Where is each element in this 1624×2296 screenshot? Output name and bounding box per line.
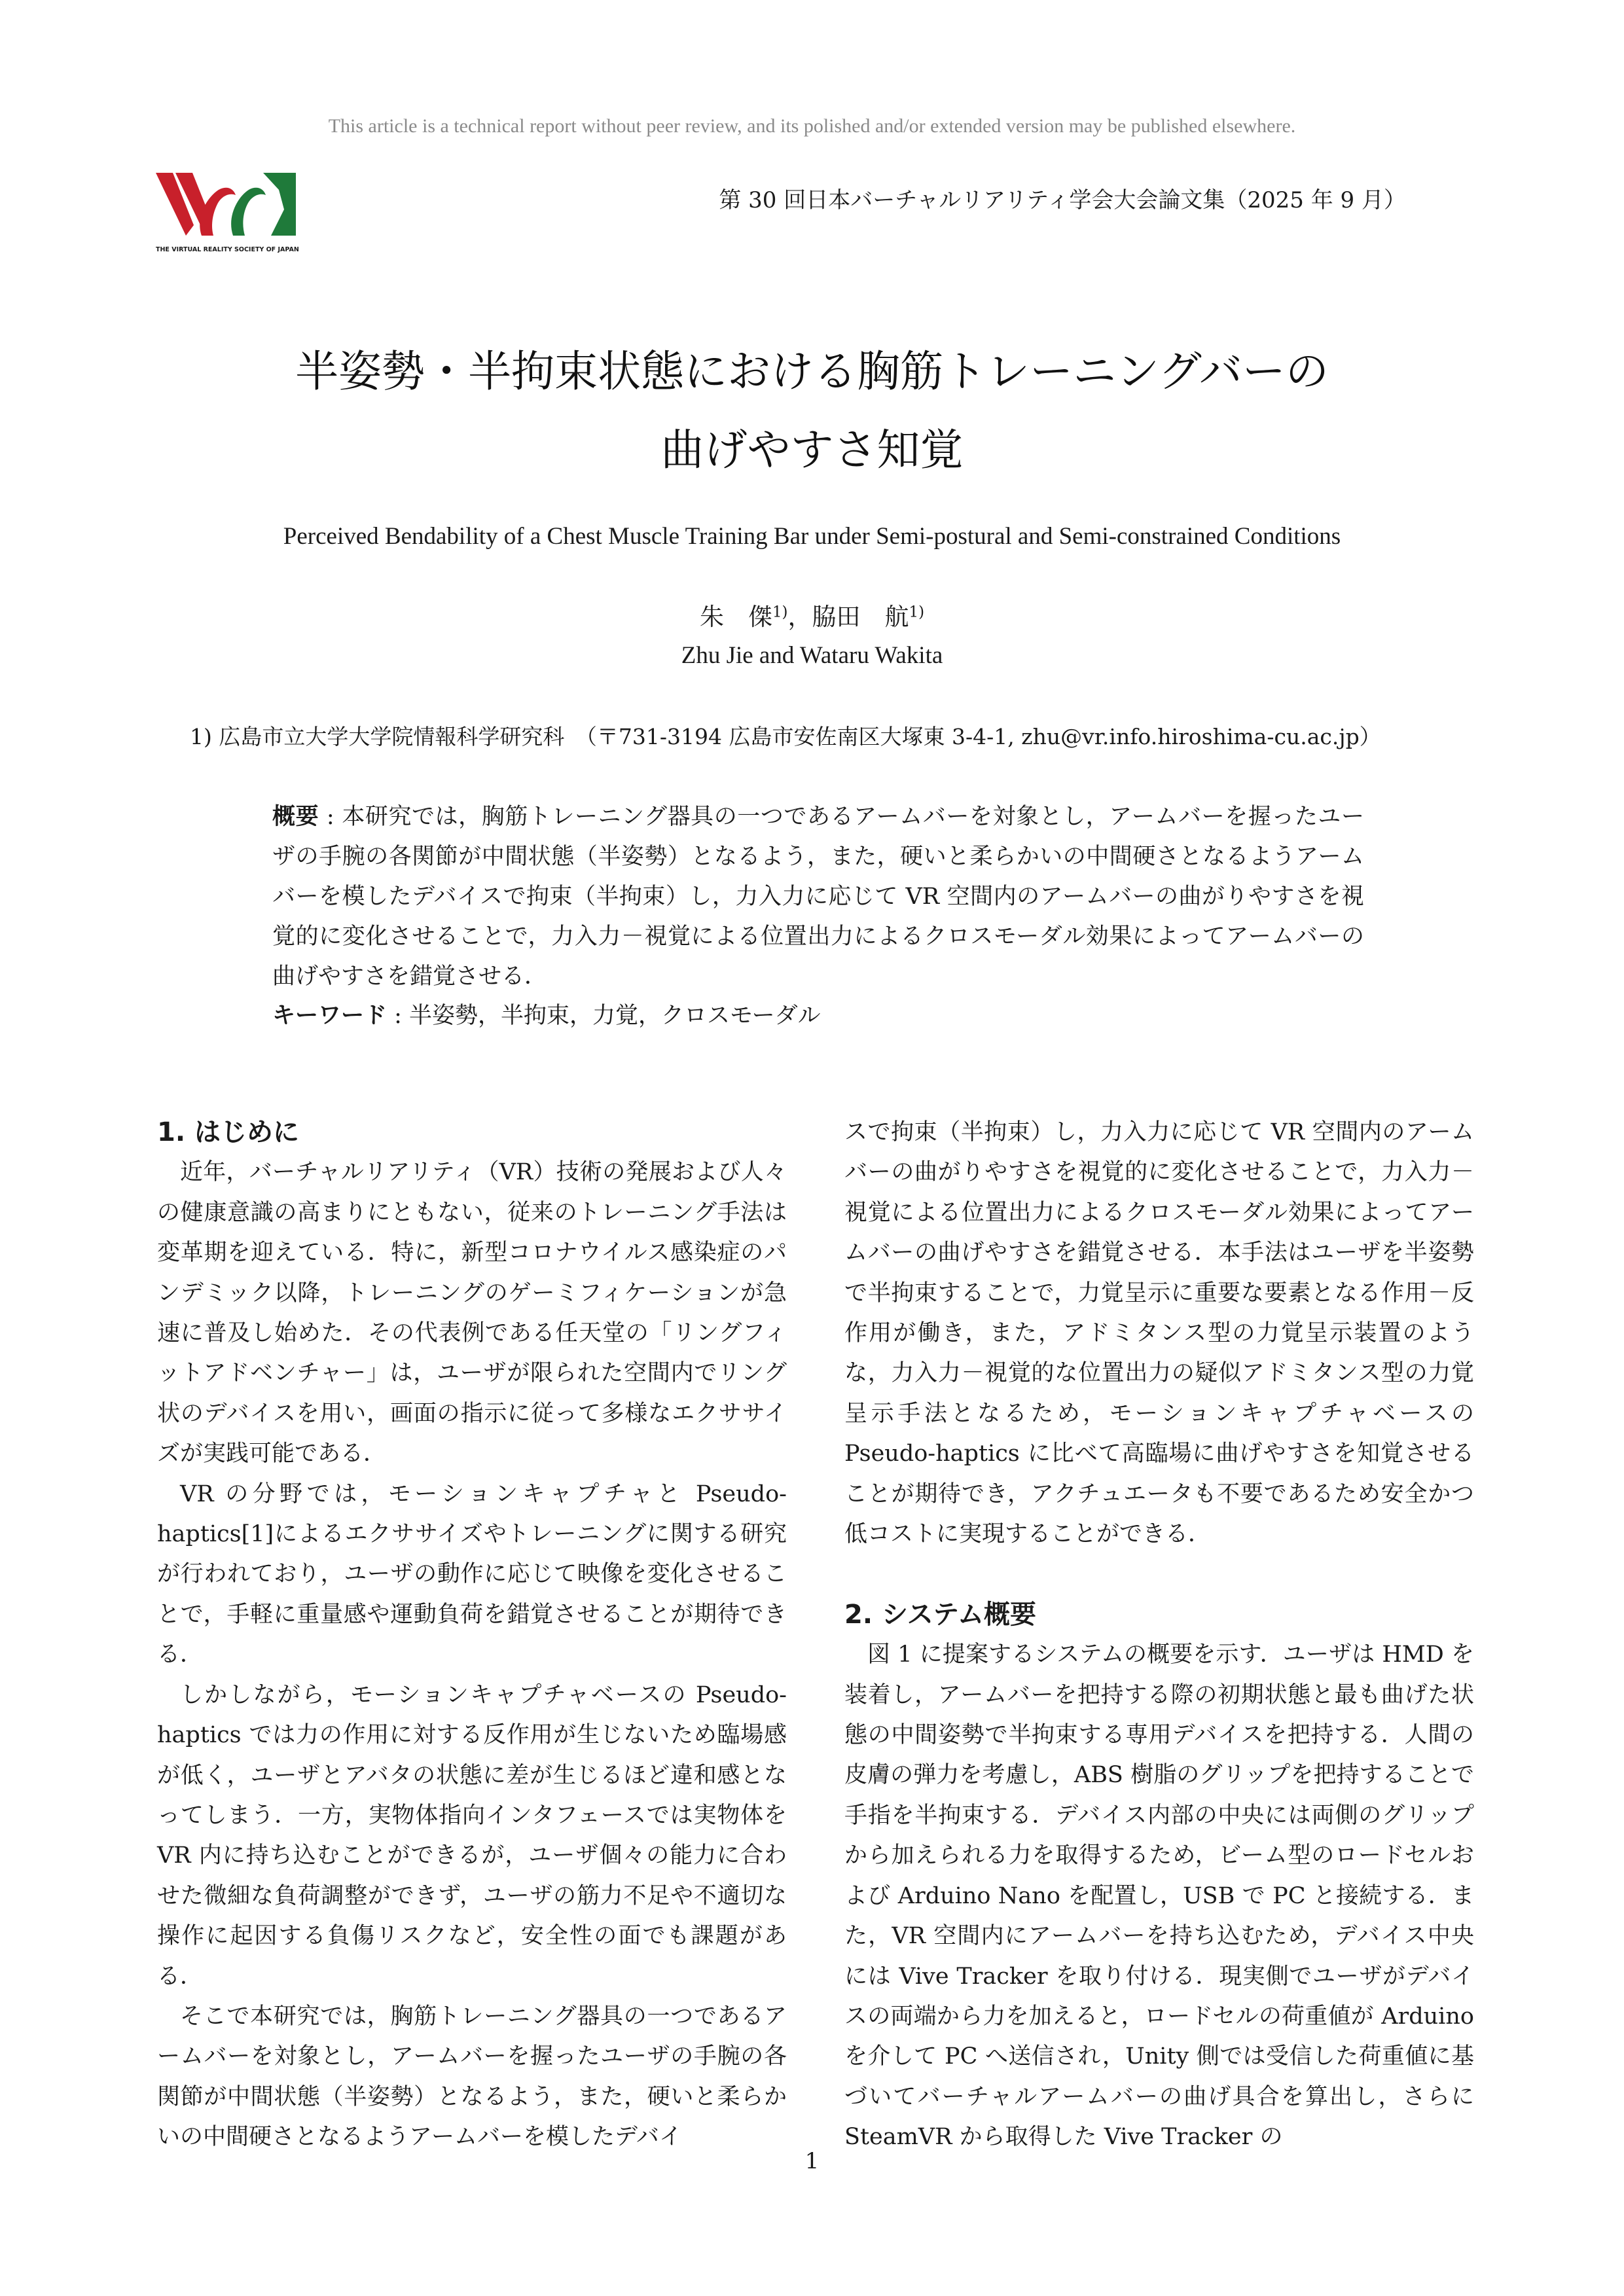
keywords-label: キーワード <box>272 1003 388 1029</box>
section-1-paragraph-1: 近年，バーチャルリアリティ（VR）技術の発展および人々の健康意識の高まりにともない，従来のトレーニング手法は変革期を迎えている．特に，新型コロナウイルス感染症のパンデミック以降，トレーニングのゲーミフィケーションが急速に普及し始めた．その代表例である任天堂の「リングフィットアドベンチャー」は，ユーザが限られた空間内でリング状のデバイスを用い，画面の指示に従って多様なエクササイズが実践可能である． <box>157 1159 787 1467</box>
keywords-text: : 半姿勢，半拘束，力覚，クロスモーダル <box>387 1003 821 1029</box>
section-2-paragraph-1: 図 1 に提案するシステムの概要を示す．ユーザは HMD を装着し，アームバーを把持する際の初期状態と最も曲げた状態の中間姿勢で半拘束する専用デバイスを把持する．人間の皮膚の弾力を考慮し，ABS 樹脂のグリップを把持することで手指を半拘束する．デバイス内部の中央には両側のグリップから加えられる力を取得するため，ビーム型のロードセルおよび Arduino Nano を配置し，USB で PC と接続する．また，VR 空間内にアームバーを持ち込むため，デバイス中央には Vive Tracker を取り付ける．現実側でユーザがデバイスの両端から力を加えると，ロードセルの荷重値が Arduino を介して PC へ送信され，Unity 側では受信した荷重値に基づいてバーチャルアームバーの曲げ具合を算出し，さらに SteamVR から取得した Vive Tracker の <box>844 1641 1474 2151</box>
authors-japanese <box>0 597 1624 632</box>
authors-english: Zhu Jie and Wataru Wakita <box>681 642 943 669</box>
abstract <box>272 797 1364 997</box>
abstract-text: : 本研究では，胸筋トレーニング器具の一つであるアームバーを対象とし，アームバーを握ったユーザの手腕の各関節が中間状態（半姿勢）となるよう，また，硬いと柔らかいの中間硬さとなるようアームバーを模したデバイスで拘束（半拘束）し，力入力に応じて VR 空間内のアームバーの曲がりやすさを視覚的に変化させることで，力入力－視覚による位置出力によるクロスモーダル効果によってアームバーの曲げやすさを錯覚させる． <box>272 804 1364 990</box>
author-1-name: 朱 傑 <box>699 603 772 631</box>
section-1-paragraph-4: そこで本研究では，胸筋トレーニング器具の一つであるアームバーを対象とし，アームバーを握ったユーザの手腕の各関節が中間状態（半姿勢）となるよう，また，硬いと柔らかいの中間硬さとなるようアームバーを模したデバイ <box>157 2003 787 2151</box>
paper-title-english: Perceived Bendability of a Chest Muscle Training Bar under Semi-postural and Semi-constrained Conditions <box>283 523 1341 550</box>
keywords <box>272 996 1364 1036</box>
author-separator: ， <box>787 603 812 631</box>
section-1-paragraph-2: VR の分野では，モーションキャプチャと Pseudo-haptics[1]によるエクササイズやトレーニングに関する研究が行われており，ユーザの動作に応じて映像を変化させることで，手軽に重量感や運動負荷を錯覚させることが期待できる． <box>157 1480 787 1668</box>
disclaimer-note: This article is a technical report without peer review, and its polished and/or extended version may be published elsewhere. <box>328 115 1296 137</box>
abstract-label: 概要 <box>272 804 319 830</box>
paper-title <box>0 332 1624 490</box>
section-1-heading: 1. はじめに <box>157 1117 299 1147</box>
vrsj-logo <box>156 170 300 255</box>
affiliation: 1) 広島市立大学大学院情報科学研究科 （〒731-3194 広島市安佐南区大塚東 3-4-1, zhu@vr.info.hiroshima-cu.ac.jp） <box>190 724 1381 749</box>
section-1-paragraph-3: しかしながら，モーションキャプチャベースの Pseudo-haptics では力の作用に対する反作用が生じないため臨場感が低く，ユーザとアバタの状態に差が生じるほど違和感となってしまう．一方，実物体指向インタフェースでは実物体を VR 内に持ち込むことができるが，ユーザ個々の能力に合わせた微細な負荷調整ができず，ユーザの筋力不足や不適切な操作に起因する負傷リスクなど，安全性の面でも課題がある． <box>157 1681 787 1990</box>
title-line-2: 曲げやすさ知覚 <box>660 425 964 475</box>
author-2-name: 脇田 航 <box>812 603 909 631</box>
left-column <box>157 1113 787 2158</box>
title-line-1: 半姿勢・半拘束状態における胸筋トレーニングバーの <box>295 346 1329 397</box>
proceedings-header: 第 30 回日本バーチャルリアリティ学会大会論文集（2025 年 9 月） <box>719 187 1406 213</box>
author-1-affiliation-mark: 1) <box>772 603 788 621</box>
logo-text: THE VIRTUAL REALITY SOCIETY OF JAPAN <box>156 246 299 253</box>
section-2-heading: 2. システム概要 <box>844 1599 1036 1630</box>
page-number: 1 <box>804 2148 820 2174</box>
author-2-affiliation-mark: 1) <box>909 603 925 621</box>
section-1-paragraph-4-continued: スで拘束（半拘束）し，力入力に応じて VR 空間内のアームバーの曲がりやすさを視覚的に変化させることで，力入力－視覚による位置出力によるクロスモーダル効果によってアームバーの曲げやすさを錯覚させる．本手法はユーザを半姿勢で半拘束することで，力覚呈示に重要な要素となる作用－反作用が働き，また，アドミタンス型の力覚呈示装置のような，力入力－視覚的な位置出力の疑似アドミタンス型の力覚呈示手法となるため，モーションキャプチャベースの Pseudo-haptics に比べて高臨場に曲げやすさを知覚させることが期待でき，アクチュエータも不要であるため安全かつ低コストに実現することができる． <box>844 1119 1474 1548</box>
right-column <box>844 1113 1474 2158</box>
